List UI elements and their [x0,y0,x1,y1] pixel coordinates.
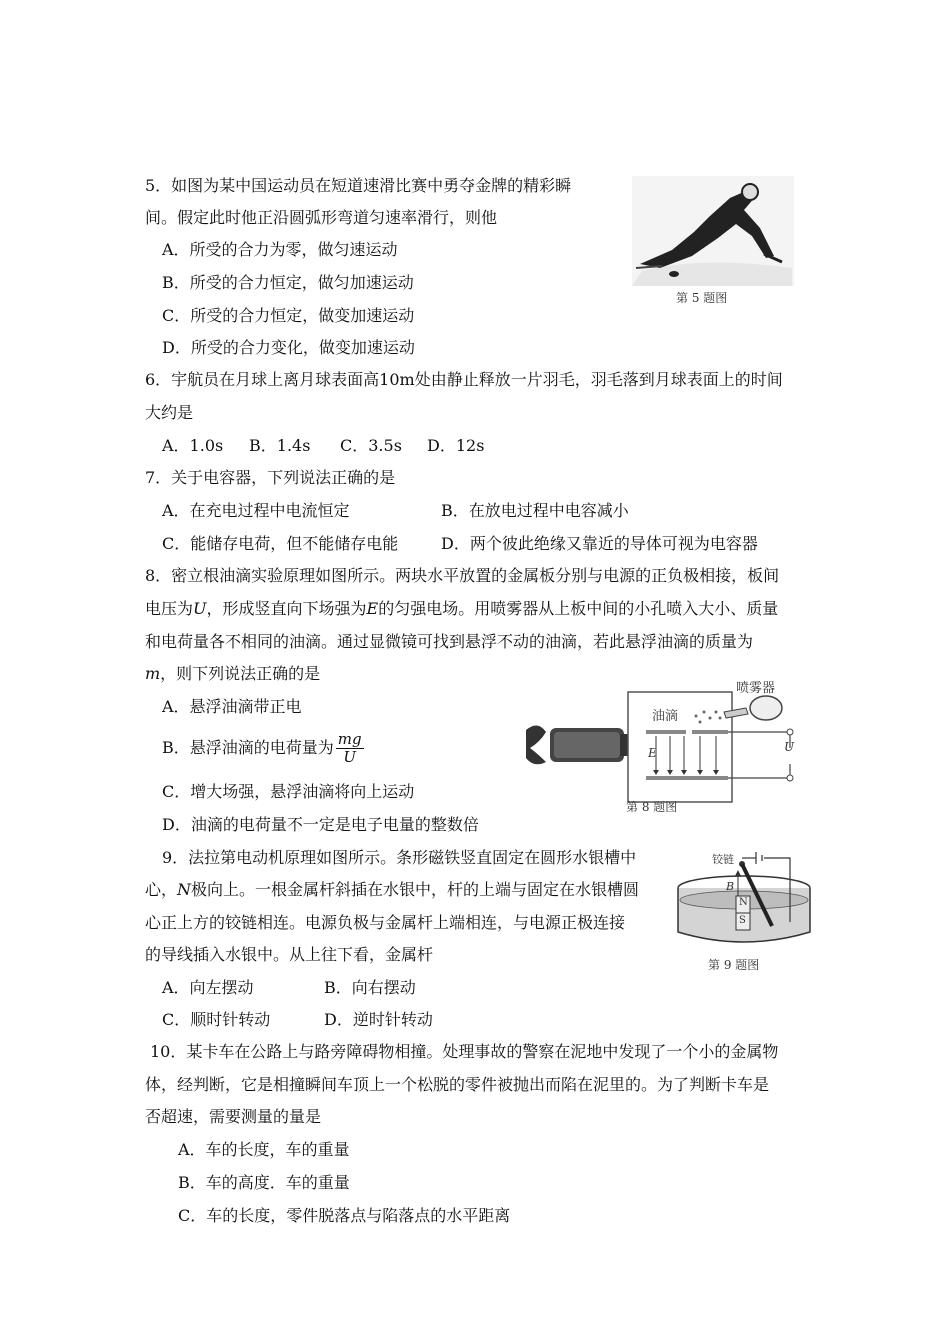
q9-option-d: D．逆时针转动 [324,1010,433,1029]
q8-option-b-text: B．悬浮油滴的电荷量为 [162,738,334,757]
q6-option-a: A．1.0s [162,436,224,455]
q8-fraction-denominator: U [343,748,356,766]
q8-option-c: C．增大场强，悬浮油滴将向上运动 [162,782,415,801]
q9-label-hinge: 铰链 [712,853,734,866]
q9-label-n: N [739,897,748,908]
q9-figure-caption: 第 9 题图 [708,958,760,972]
q5-option-d: D．所受的合力变化，做变加速运动 [162,338,415,357]
q6-option-c: C．3.5s [340,436,402,455]
q9-stem-line2-part1: 心， [145,880,178,899]
q8-stem-line2-part3: 的匀强电场。用喷雾器从上板中间的小孔喷入大小、质量 [378,599,779,618]
q8-option-d: D．油滴的电荷量不一定是电子电量的整数倍 [162,815,479,834]
q7-stem: 7．关于电容器，下列说法正确的是 [145,468,396,487]
q7-option-b: B．在放电过程中电容减小 [441,501,629,520]
q5-figure-caption: 第 5 题图 [676,291,728,305]
q5-option-a: A．所受的合力为零，做匀速运动 [162,240,398,259]
q9-option-c: C．顺时针转动 [162,1010,271,1029]
q5-stem-line2: 间。假定此时他正沿圆弧形弯道匀速率滑行，则他 [145,208,498,227]
q8-stem-line2-part1: 电压为 [145,599,194,618]
q9-var-n: N [177,880,192,899]
q6-stem-line2: 大约是 [145,403,194,422]
q7-option-c: C．能储存电荷，但不能储存电能 [162,534,399,553]
q10-stem-line2: 体，经判断，它是相撞瞬间车顶上一个松脱的零件被抛出而陷在泥里的。为了判断卡车是 [145,1075,770,1094]
q6-stem-line1: 6．宇航员在月球上离月球表面高10m处由静止释放一片羽毛，羽毛落到月球表面上的时间 [145,370,783,389]
q9-stem-line1: 9．法拉第电动机原理如图所示。条形磁铁竖直固定在圆形水银槽中 [162,848,637,867]
q8-label-oil-drop: 油滴 [652,709,679,724]
q5-option-c: C．所受的合力恒定，做变加速运动 [162,306,415,325]
q8-option-b [162,730,364,766]
q8-option-b-fraction [336,731,364,766]
q8-stem-line3: 和电荷量各不相同的油滴。通过显微镜可找到悬浮不动的油滴，若此悬浮油滴的质量为 [145,632,754,651]
q8-option-a: A．悬浮油滴带正电 [162,697,302,716]
q8-stem-line2 [145,599,778,619]
q8-figure-caption: 第 8 题图 [626,800,678,814]
q8-var-e: E [366,599,379,618]
q7-option-d: D．两个彼此绝缘又靠近的导体可视为电容器 [441,534,758,553]
q8-stem-line2-part2: ，形成竖直向下场强为 [206,599,367,618]
q9-option-b: B．向右摆动 [324,978,416,997]
q6-option-d: D．12s [427,436,485,455]
q9-stem-line2-part2: 极向上。一根金属杆斜插在水银中，杆的上端与固定在水银槽圆 [191,880,640,899]
q9-stem-line3: 心正上方的铰链相连。电源负极与金属杆上端相连，与电源正极连接 [145,913,626,932]
q8-stem-line1: 8．密立根油滴实验原理如图所示。两块水平放置的金属板分别与电源的正负极相接，板间 [145,566,780,585]
q5-figure-skater [632,176,794,286]
q7-option-a: A．在充电过程中电流恒定 [162,501,350,520]
q9-label-s: S [739,915,746,926]
q8-label-sprayer: 喷雾器 [736,681,776,696]
q6-option-b: B．1.4s [249,436,311,455]
q10-option-a: A．车的长度，车的重量 [178,1140,350,1159]
q8-stem-line4-text: ，则下列说法正确的是 [160,664,321,683]
q5-stem-line1: 5．如图为某中国运动员在短道速滑比赛中勇夺金牌的精彩瞬 [145,176,572,195]
q8-label-u: U [784,740,795,754]
q9-stem-line2 [145,880,639,900]
q8-stem-line4 [145,664,320,684]
q9-stem-line4: 的导线插入水银中。从上往下看，金属杆 [145,945,434,964]
q8-var-u: U [193,599,207,618]
q10-option-c: C．车的长度，零件脱落点与陷落点的水平距离 [178,1206,511,1225]
q10-stem-line3: 否超速，需要测量的量是 [145,1107,322,1126]
q8-var-m: m [145,664,161,683]
q8-fraction-numerator: mg [337,730,362,748]
q10-option-b: B．车的高度．车的重量 [178,1173,350,1192]
q10-stem-line1: 10．某卡车在公路上与路旁障碍物相撞。处理事故的警察在泥地中发现了一个小的金属物 [150,1042,779,1061]
q9-option-a: A．向左摆动 [162,978,254,997]
q9-label-b: B [726,880,735,893]
q8-label-e: E [648,746,657,760]
q5-option-b: B．所受的合力恒定，做匀加速运动 [162,273,414,292]
